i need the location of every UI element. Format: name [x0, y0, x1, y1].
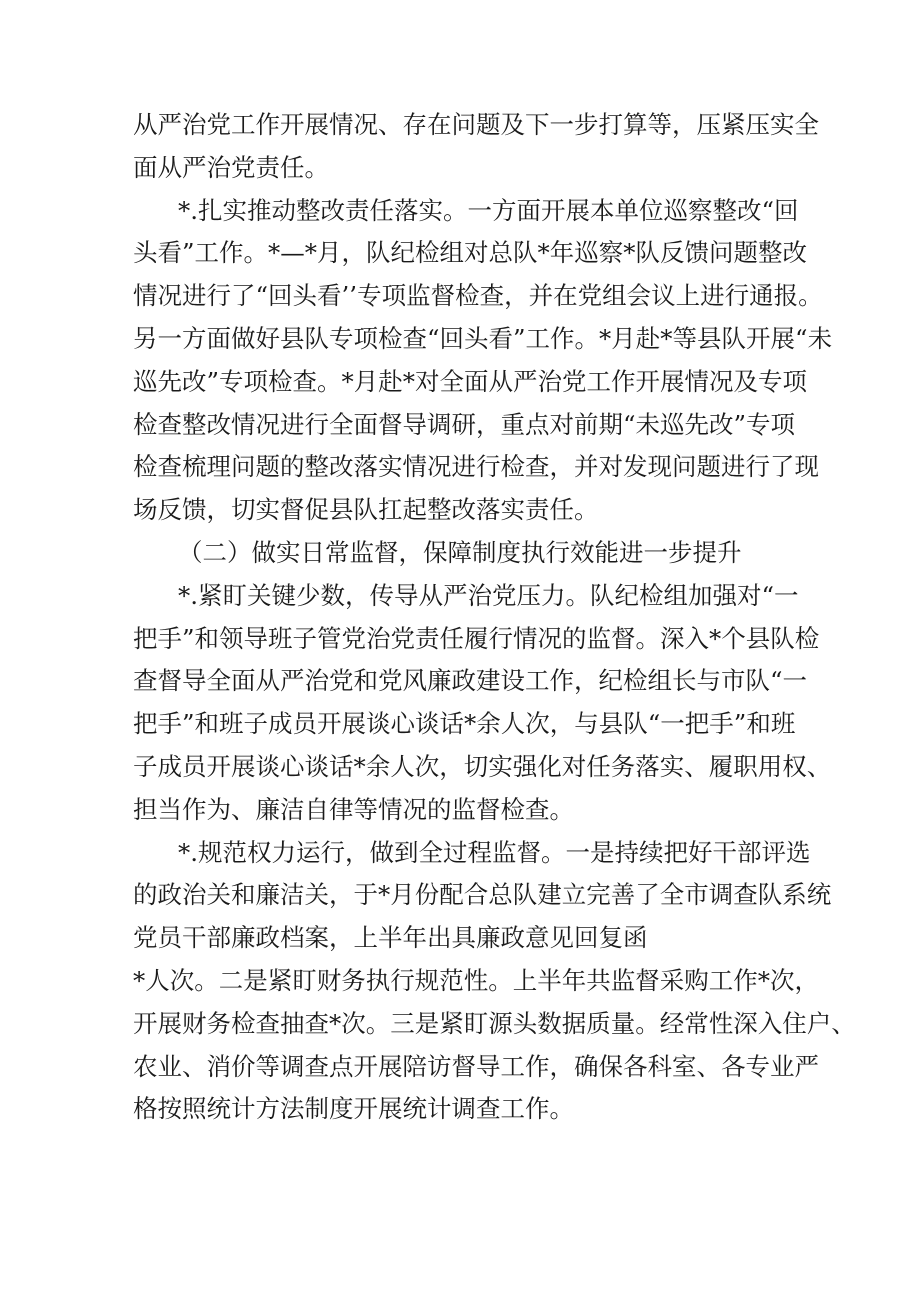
paragraph-line: 格按照统计方法制度开展统计调查工作。 [133, 1094, 574, 1124]
paragraph-line: 农业、消价等调查点开展陪访督导工作，确保各科室、各专业严 [133, 1051, 819, 1081]
paragraph-line: *.紧盯关键少数，传导从严治党压力。队纪检组加强对“一 [178, 580, 799, 610]
document-body [133, 104, 856, 1131]
paragraph-line: *人次。二是紧盯财务执行规范性。上半年共监督采购工作*次， [133, 965, 819, 995]
paragraph-line: 的政治关和廉洁关，于*月份配合总队建立完善了全市调查队系统 [133, 880, 832, 910]
paragraph-line: 子成员开展谈心谈话*余人次，切实强化对任务落实、履职用权、 [133, 751, 832, 781]
paragraph-line: 面从严治党责任。 [133, 152, 329, 182]
paragraph-line: 另一方面做好县队专项检查“回头看”工作。*月赴*等县队开展“未 [133, 323, 833, 353]
paragraph-line: 巡先改”专项检查。*月赴*对全面从严治党工作开展情况及专项 [133, 366, 808, 396]
paragraph-line: 从严治党工作开展情况、存在问题及下一步打算等，压紧压实全 [133, 110, 819, 139]
paragraph-line: 党员干部廉政档案，上半年出具廉政意见回复函 [133, 923, 648, 953]
paragraph-line: 担当作为、廉洁自律等情况的监督检查。 [133, 794, 574, 824]
paragraph-line: 头看”工作。*—*月，队纪检组对总队*年巡察*队反馈问题整改 [133, 238, 808, 268]
paragraph-line: *.扎实推动整改责任落实。一方面开展本单位巡察整改“回 [178, 195, 799, 225]
paragraph-line: 情况进行了“回头看’’专项监督检查，并在党组会议上进行通报。 [133, 281, 823, 311]
paragraph-line: 检查整改情况进行全面督导调研，重点对前期“未巡先改”专项 [133, 409, 796, 439]
section-heading: （二）做实日常监督，保障制度执行效能进一步提升 [178, 537, 742, 567]
paragraph-line: 检查梳理问题的整改落实情况进行检查，并对发现问题进行了现 [133, 452, 819, 482]
paragraph-line: 把手”和领导班子管党治党责任履行情况的监督。深入*个县队检 [133, 623, 820, 653]
paragraph-line: 把手”和班子成员开展谈心谈话*余人次，与县队“一把手”和班 [133, 709, 796, 739]
paragraph-line: 开展财务检查抽查*次。三是紧盯源头数据质量。经常性深入住户、 [133, 1008, 856, 1038]
paragraph-line: 场反馈，切实督促县队扛起整改落实责任。 [133, 495, 599, 525]
paragraph-line: 查督导全面从严治党和党风廉政建设工作，纪检组长与市队“一 [133, 666, 808, 696]
paragraph-line: *.规范权力运行，做到全过程监督。一是持续把好干部评选 [178, 837, 811, 867]
